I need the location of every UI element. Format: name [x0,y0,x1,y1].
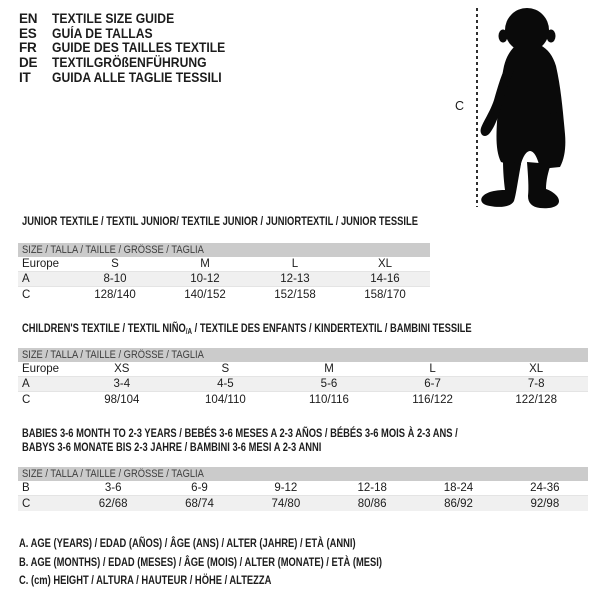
note-height-cm: C. (cm) HEIGHT / ALTURA / HAUTEUR / HÖHE / ALTEZZA [19,573,272,588]
table-row [18,496,588,511]
table-cell: 62/68 [98,497,128,510]
language-code: ES [19,25,37,41]
row-label: C [22,393,31,406]
table-cell: XS [114,363,130,375]
table-row [18,377,588,392]
table-cell: 6-7 [424,378,441,390]
babies-table-title: BABIES 3-6 MONTH TO 2-3 YEARS / BEBÉS 3-6 MESES A 2-3 AÑOS / BÉBÉS 3-6 MOIS À 2-3 ANS / BABYS 3-6 MONATE BIS 2-3 JAHRE / BAMBINI 3-6 MESI A 2-3 ANNI [22,426,458,454]
note-age-months: B. AGE (MONTHS) / EDAD (MESES) / ÂGE (MOIS) / ALTER (MONATE) / ETÀ (MESI) [19,554,382,569]
children-table [18,348,588,407]
language-row [19,55,245,70]
table-cell: M [324,363,334,375]
junior-table-title: JUNIOR TEXTILE / TEXTIL JUNIOR/ TEXTILE JUNIOR / JUNIORTEXTIL / JUNIOR TESSILE [22,214,418,228]
table-cell: 5-6 [320,378,338,390]
left-ear [499,30,508,43]
table-cell: 92/98 [530,497,560,510]
table-row [18,272,430,287]
guide-title: TEXTILGRÖßENFÜHRUNG [52,54,207,70]
size-header-bar: SIZE / TALLA / TAILLE / GRÖSSE / TAGLIA [18,348,588,362]
height-measure-label: C [455,99,465,113]
language-title-list [19,11,245,84]
table-cell: L [291,258,299,270]
guide-title: GUIDE DES TAILLES TEXTILE [52,40,226,56]
junior-table [18,243,430,302]
row-label: A [22,273,30,285]
row-label: C [22,288,31,301]
language-row [19,40,245,55]
table-cell: 158/170 [364,288,406,301]
right-ear [547,30,556,43]
row-label: Europe [22,363,60,375]
table-cell: 104/110 [205,393,246,406]
language-code: FR [19,40,37,56]
note-age-years: A. AGE (YEARS) / EDAD (AÑOS) / ÂGE (ANS) / ALTER (JAHRE) / ETÀ (ANNI) [19,536,356,551]
table-cell: 80/86 [357,497,387,510]
table-row [18,481,588,496]
table-cell: S [111,258,119,270]
table-cell: 128/140 [94,288,136,301]
table-cell: S [221,363,230,375]
table-cell: 24-36 [530,482,560,494]
language-code: EN [19,10,38,26]
row-label: Europe [22,258,60,270]
table-row [18,257,430,272]
guide-title: TEXTILE SIZE GUIDE [52,10,175,26]
table-cell: M [200,258,210,270]
size-header-bar: SIZE / TALLA / TAILLE / GRÖSSE / TAGLIA [18,243,430,257]
language-row [19,70,245,85]
table-cell: 140/152 [184,288,226,301]
babies-table [18,467,588,511]
table-row [18,287,430,302]
language-row [19,26,245,41]
table-cell: 10-12 [190,273,220,285]
table-cell: 18-24 [443,482,474,494]
row-label: B [22,482,30,494]
language-row [19,11,245,26]
table-cell: XL [377,258,393,270]
right-leg [527,162,559,208]
table-cell: 116/122 [412,393,453,406]
language-code: DE [19,54,38,70]
table-cell: 152/158 [274,288,316,301]
table-cell: 68/74 [185,497,214,510]
legend-notes [19,534,484,590]
table-cell: 4-5 [217,378,234,390]
table-cell: 110/116 [309,393,349,406]
language-code: IT [19,69,31,85]
table-cell: 7-8 [527,378,545,390]
guide-title: GUIDA ALLE TAGLIE TESSILI [52,69,222,85]
table-cell: 9-12 [274,482,298,494]
size-header-bar: SIZE / TALLA / TAILLE / GRÖSSE / TAGLIA [18,467,588,481]
table-cell: 74/80 [271,497,301,510]
table-cell: 6-9 [191,482,208,494]
table-cell: 122/128 [515,393,557,406]
table-cell: XL [529,363,544,375]
table-cell: L [429,363,436,375]
table-cell: 14-16 [370,273,400,285]
guide-title: GUÍA DE TALLAS [52,25,153,41]
table-cell: 8-10 [103,273,127,285]
row-label: A [22,378,30,390]
table-cell: 98/104 [104,393,140,406]
table-cell: 12-18 [357,482,387,494]
left-leg [481,160,521,207]
table-cell: 86/92 [444,497,473,510]
table-row [18,392,588,407]
table-cell: 3-4 [113,378,131,390]
children-table-title: CHILDREN'S TEXTILE / TEXTIL NIÑO/A / TEXTILE DES ENFANTS / KINDERTEXTIL / BAMBINI TESSILE [22,321,472,336]
nino-a-subscript: /A [185,327,193,336]
table-cell: 3-6 [104,482,122,494]
row-label: C [22,497,31,510]
table-cell: 12-13 [280,273,310,285]
table-row [18,362,588,377]
toddler-silhouette [468,0,598,215]
